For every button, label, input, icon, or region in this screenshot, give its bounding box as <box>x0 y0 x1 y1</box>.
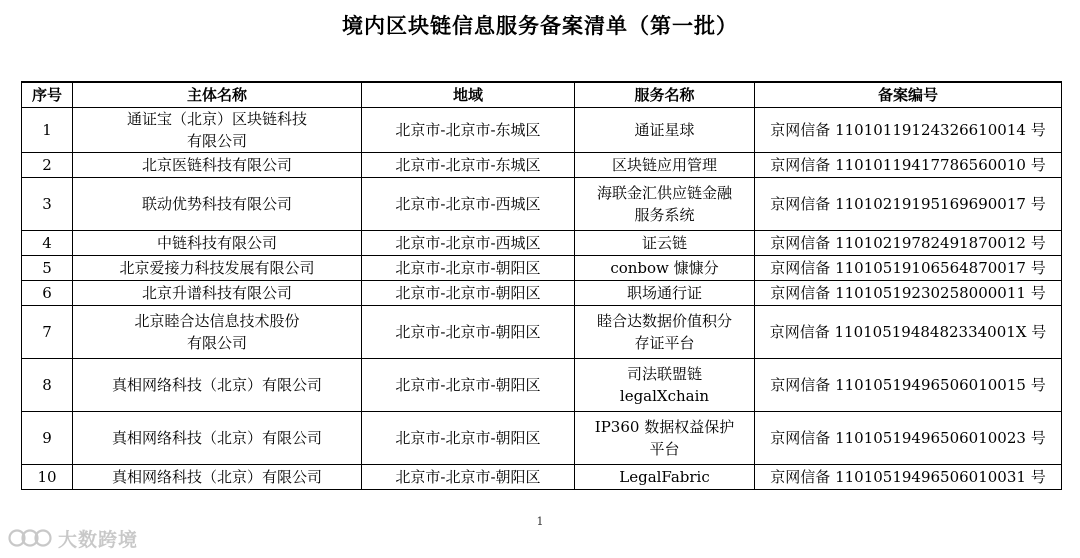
cell-entity <box>73 178 362 231</box>
cell-service-line: 证云链 <box>641 234 687 252</box>
cell-service <box>575 231 755 256</box>
table-row <box>22 153 1062 178</box>
cell-entity-line: 有限公司 <box>186 334 247 352</box>
table-row <box>22 359 1062 412</box>
cell-no: 9 <box>22 412 73 465</box>
cell-service-line: 通证星球 <box>634 121 695 139</box>
table-row <box>22 256 1062 281</box>
cell-service-line: IP360 数据权益保护 <box>594 418 735 436</box>
table-row <box>22 465 1062 490</box>
cell-service-line: 服务系统 <box>634 206 695 224</box>
cell-entity-line: 真相网络科技（北京）有限公司 <box>111 429 322 447</box>
table-row <box>22 108 1062 153</box>
cell-entity-line: 通证宝（北京）区块链科技 <box>126 110 307 128</box>
table-row <box>22 412 1062 465</box>
cell-service <box>575 153 755 178</box>
cell-no: 4 <box>22 231 73 256</box>
cell-no: 5 <box>22 256 73 281</box>
header-region: 地域 <box>362 82 575 108</box>
cell-service-line: conbow 慷慷分 <box>610 259 719 277</box>
cell-region: 北京市-北京市-东城区 <box>362 108 575 153</box>
header-no: 序号 <box>22 82 73 108</box>
cell-region: 北京市-北京市-西城区 <box>362 178 575 231</box>
cell-no: 10 <box>22 465 73 490</box>
cell-service-line: 存证平台 <box>634 334 695 352</box>
cell-service <box>575 465 755 490</box>
cell-service <box>575 256 755 281</box>
cell-filing: 京网信备 1101051948482334001X 号 <box>755 306 1062 359</box>
cell-service-line: 司法联盟链 <box>626 365 702 383</box>
cell-entity-line: 北京睦合达信息技术股份 <box>134 312 300 330</box>
cell-no: 3 <box>22 178 73 231</box>
page-title: 境内区块链信息服务备案清单（第一批） <box>342 13 738 38</box>
cell-service-line: 职场通行证 <box>626 284 702 302</box>
header-entity: 主体名称 <box>73 82 362 108</box>
cell-service-line: LegalFabric <box>619 468 710 486</box>
cell-entity <box>73 108 362 153</box>
cell-service <box>575 178 755 231</box>
cell-region: 北京市-北京市-朝阳区 <box>362 281 575 306</box>
cell-service <box>575 281 755 306</box>
filing-table <box>21 81 1062 490</box>
cell-service <box>575 359 755 412</box>
cell-region: 北京市-北京市-朝阳区 <box>362 465 575 490</box>
table-header-row <box>22 82 1062 108</box>
cell-service-line: legalXchain <box>619 387 710 405</box>
cell-service-line: 海联金汇供应链金融 <box>596 184 732 202</box>
cell-service-line: 睦合达数据价值积分 <box>596 312 732 330</box>
cell-entity <box>73 281 362 306</box>
cell-no: 1 <box>22 108 73 153</box>
cell-service <box>575 108 755 153</box>
cell-service-line: 平台 <box>649 440 680 458</box>
header-filing: 备案编号 <box>755 82 1062 108</box>
cell-filing: 京网信备 11010519106564870017 号 <box>755 256 1062 281</box>
table-row <box>22 281 1062 306</box>
cell-filing: 京网信备 11010219782491870012 号 <box>755 231 1062 256</box>
cell-entity <box>73 231 362 256</box>
cell-region: 北京市-北京市-西城区 <box>362 231 575 256</box>
cell-filing: 京网信备 11010219195169690017 号 <box>755 178 1062 231</box>
cell-service <box>575 412 755 465</box>
cell-no: 2 <box>22 153 73 178</box>
cell-service <box>575 306 755 359</box>
cell-entity <box>73 256 362 281</box>
cell-filing: 京网信备 11010519230258000011 号 <box>755 281 1062 306</box>
cell-region: 北京市-北京市-东城区 <box>362 153 575 178</box>
cell-entity <box>73 153 362 178</box>
cell-filing: 京网信备 11010119417786560010 号 <box>755 153 1062 178</box>
cell-entity-line: 真相网络科技（北京）有限公司 <box>111 468 322 486</box>
cell-region: 北京市-北京市-朝阳区 <box>362 412 575 465</box>
watermark-text: 大数跨境 <box>58 528 139 551</box>
cell-region: 北京市-北京市-朝阳区 <box>362 306 575 359</box>
cell-no: 8 <box>22 359 73 412</box>
cell-service-line: 区块链应用管理 <box>611 156 717 174</box>
cell-entity <box>73 359 362 412</box>
cell-no: 6 <box>22 281 73 306</box>
cell-filing: 京网信备 11010519496506010031 号 <box>755 465 1062 490</box>
header-service: 服务名称 <box>575 82 755 108</box>
cell-entity <box>73 465 362 490</box>
cell-entity-line: 真相网络科技（北京）有限公司 <box>111 376 322 394</box>
cell-entity-line: 北京医链科技有限公司 <box>141 156 292 174</box>
table-row <box>22 231 1062 256</box>
cell-entity-line: 北京爱接力科技发展有限公司 <box>119 259 315 277</box>
page-number: 1 <box>536 515 544 528</box>
cell-entity-line: 联动优势科技有限公司 <box>141 195 292 213</box>
cell-entity <box>73 306 362 359</box>
cell-entity <box>73 412 362 465</box>
cell-filing: 京网信备 11010519496506010023 号 <box>755 412 1062 465</box>
cell-filing: 京网信备 11010519496506010015 号 <box>755 359 1062 412</box>
cell-filing: 京网信备 11010119124326610014 号 <box>755 108 1062 153</box>
table-row <box>22 306 1062 359</box>
cell-region: 北京市-北京市-朝阳区 <box>362 256 575 281</box>
brand-logo-icon <box>8 525 52 551</box>
cell-entity-line: 有限公司 <box>186 132 247 150</box>
cell-entity-line: 北京升谱科技有限公司 <box>141 284 292 302</box>
cell-region: 北京市-北京市-朝阳区 <box>362 359 575 412</box>
table-row <box>22 178 1062 231</box>
cell-no: 7 <box>22 306 73 359</box>
cell-entity-line: 中链科技有限公司 <box>156 234 277 252</box>
watermark <box>8 524 138 552</box>
